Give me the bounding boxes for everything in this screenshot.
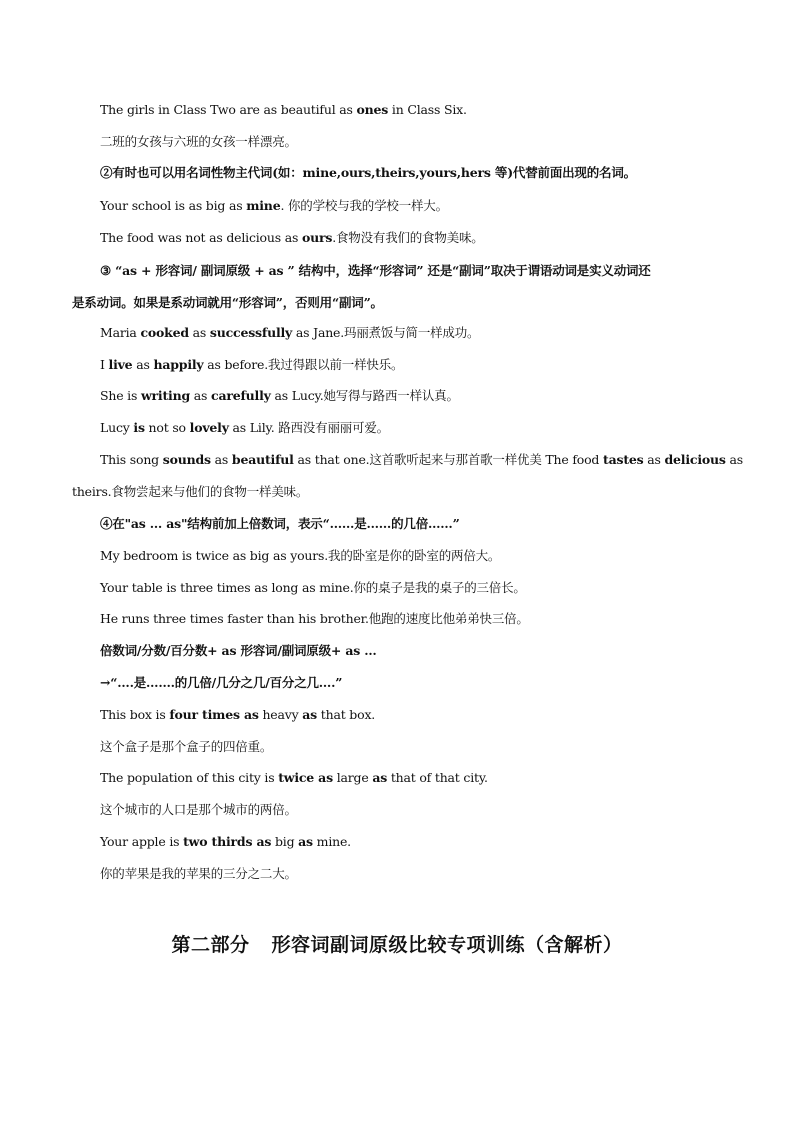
text-line-l25 bbox=[100, 864, 734, 884]
text-segment: ④在"as … as"结构前加上倍数词，表示“……是……的几倍……” bbox=[100, 516, 460, 531]
text-segment: two thirds as bbox=[183, 834, 272, 849]
text-segment: carefully bbox=[211, 388, 271, 403]
text-segment: delicious bbox=[664, 452, 726, 467]
text-line-l9 bbox=[100, 355, 734, 375]
text-segment: 倍数词/分数/百分数+ as 形容词/副词原级+ as … bbox=[100, 643, 377, 658]
text-segment: as that one.这首歌听起来与那首歌一样优美 The food bbox=[293, 452, 604, 467]
text-segment: that of that city. bbox=[387, 770, 488, 785]
text-segment: large bbox=[332, 770, 373, 785]
text-segment: as bbox=[372, 770, 388, 785]
text-segment: →“….是…….的几倍/几分之几/百分之几….” bbox=[100, 675, 343, 690]
text-line-l20 bbox=[100, 705, 734, 725]
text-segment: live bbox=[108, 357, 133, 372]
text-segment: heavy bbox=[258, 707, 303, 722]
text-segment: tastes bbox=[603, 452, 644, 467]
text-line-l3 bbox=[100, 163, 734, 183]
text-segment: beautiful bbox=[231, 452, 294, 467]
text-line-l2 bbox=[100, 132, 734, 152]
text-segment: as bbox=[298, 834, 313, 849]
text-segment: He runs three times faster than his brother.他跑的速度比他弟弟快三倍。 bbox=[100, 611, 529, 626]
text-segment: 你的苹果是我的苹果的三分之二大。 bbox=[100, 866, 297, 881]
text-segment: in Class Six. bbox=[388, 102, 467, 117]
section-name: 形容词副词原级比较专项训练（含解析） bbox=[271, 934, 623, 956]
text-line-l8 bbox=[100, 323, 734, 343]
text-segment: as bbox=[643, 452, 665, 467]
text-segment: sounds bbox=[162, 452, 211, 467]
text-segment: writing bbox=[140, 388, 191, 403]
text-segment: I bbox=[100, 357, 109, 372]
text-segment: as bbox=[190, 388, 212, 403]
text-segment: ②有时也可以用名词性物主代词(如：mine,ours,theirs,yours,hers 等)代替前面出现的名词。 bbox=[100, 165, 636, 180]
text-line-l12 bbox=[100, 450, 743, 470]
text-segment: lovely bbox=[189, 420, 229, 435]
text-segment: as bbox=[210, 452, 232, 467]
section-part: 第二部分 bbox=[171, 934, 250, 956]
text-segment: as before.我过得跟以前一样快乐。 bbox=[203, 357, 404, 372]
text-segment: is bbox=[133, 420, 145, 435]
text-segment: . 你的学校与我的学校一样大。 bbox=[280, 198, 448, 213]
text-segment: as bbox=[132, 357, 154, 372]
text-segment: cooked bbox=[140, 325, 189, 340]
text-segment: She is bbox=[100, 388, 141, 403]
text-segment: not so bbox=[144, 420, 190, 435]
text-line-l16 bbox=[100, 578, 734, 598]
text-line-l14 bbox=[100, 514, 734, 534]
text-segment: This song bbox=[100, 452, 163, 467]
text-segment: ours bbox=[301, 230, 333, 245]
text-segment: as bbox=[188, 325, 210, 340]
text-segment: This box is bbox=[100, 707, 170, 722]
text-segment: that box. bbox=[317, 707, 376, 722]
text-line-l18 bbox=[100, 641, 734, 661]
text-segment: Your apple is bbox=[100, 834, 184, 849]
text-segment: .食物没有我们的食物美味。 bbox=[332, 230, 484, 245]
text-segment: successfully bbox=[209, 325, 293, 340]
text-segment: ③ “as + 形容词/ 副词原级 + as ” 结构中，选择“形容词” 还是“副词”取决于谓语动词是实义动词还 bbox=[100, 263, 651, 278]
text-line-l6 bbox=[100, 261, 734, 281]
text-segment: The food was not as delicious as bbox=[100, 230, 302, 245]
text-segment: The girls in Class Two are as beautiful as bbox=[100, 102, 357, 117]
text-segment: ones bbox=[356, 102, 389, 117]
text-segment: Your school is as big as bbox=[100, 198, 247, 213]
text-segment: mine. bbox=[312, 834, 351, 849]
text-segment: mine bbox=[246, 198, 281, 213]
text-line-l11 bbox=[100, 418, 734, 438]
text-segment: theirs.食物尝起来与他们的食物一样美味。 bbox=[72, 484, 309, 499]
text-line-l22 bbox=[100, 768, 734, 788]
text-segment: 这个城市的人口是那个城市的两倍。 bbox=[100, 802, 297, 817]
text-segment: four times as bbox=[169, 707, 259, 722]
text-segment: Maria bbox=[100, 325, 141, 340]
text-line-l19 bbox=[100, 673, 734, 693]
text-segment: as Lily. 路西没有丽丽可爱。 bbox=[228, 420, 389, 435]
text-segment: 这个盒子是那个盒子的四倍重。 bbox=[100, 739, 273, 754]
text-segment: 是系动词。如果是系动词就用“形容词”，否则用“副词”。 bbox=[72, 295, 383, 310]
text-segment: as bbox=[725, 452, 743, 467]
section-title bbox=[0, 930, 794, 957]
text-segment: twice as bbox=[278, 770, 333, 785]
text-segment: as Lucy.她写得与路西一样认真。 bbox=[270, 388, 459, 403]
text-line-l7 bbox=[72, 293, 734, 313]
text-line-l21 bbox=[100, 737, 734, 757]
text-segment: Lucy bbox=[100, 420, 134, 435]
text-segment: My bedroom is twice as big as yours.我的卧室是你的卧室的两倍大。 bbox=[100, 548, 501, 563]
text-line-l23 bbox=[100, 800, 734, 820]
text-line-l15 bbox=[100, 546, 734, 566]
text-line-l13 bbox=[72, 482, 734, 502]
text-segment: The population of this city is bbox=[100, 770, 279, 785]
text-line-l1 bbox=[100, 100, 734, 120]
text-line-l5 bbox=[100, 228, 734, 248]
text-line-l10 bbox=[100, 386, 734, 406]
text-segment: as bbox=[302, 707, 318, 722]
text-line-l24 bbox=[100, 832, 734, 852]
text-line-l4 bbox=[100, 196, 734, 216]
text-segment: as Jane.玛丽煮饭与简一样成功。 bbox=[292, 325, 480, 340]
text-segment: big bbox=[271, 834, 299, 849]
text-line-l17 bbox=[100, 609, 734, 629]
text-segment: 二班的女孩与六班的女孩一样漂亮。 bbox=[100, 134, 297, 149]
text-segment: happily bbox=[153, 357, 204, 372]
text-segment: Your table is three times as long as mine.你的桌子是我的桌子的三倍长。 bbox=[100, 580, 526, 595]
